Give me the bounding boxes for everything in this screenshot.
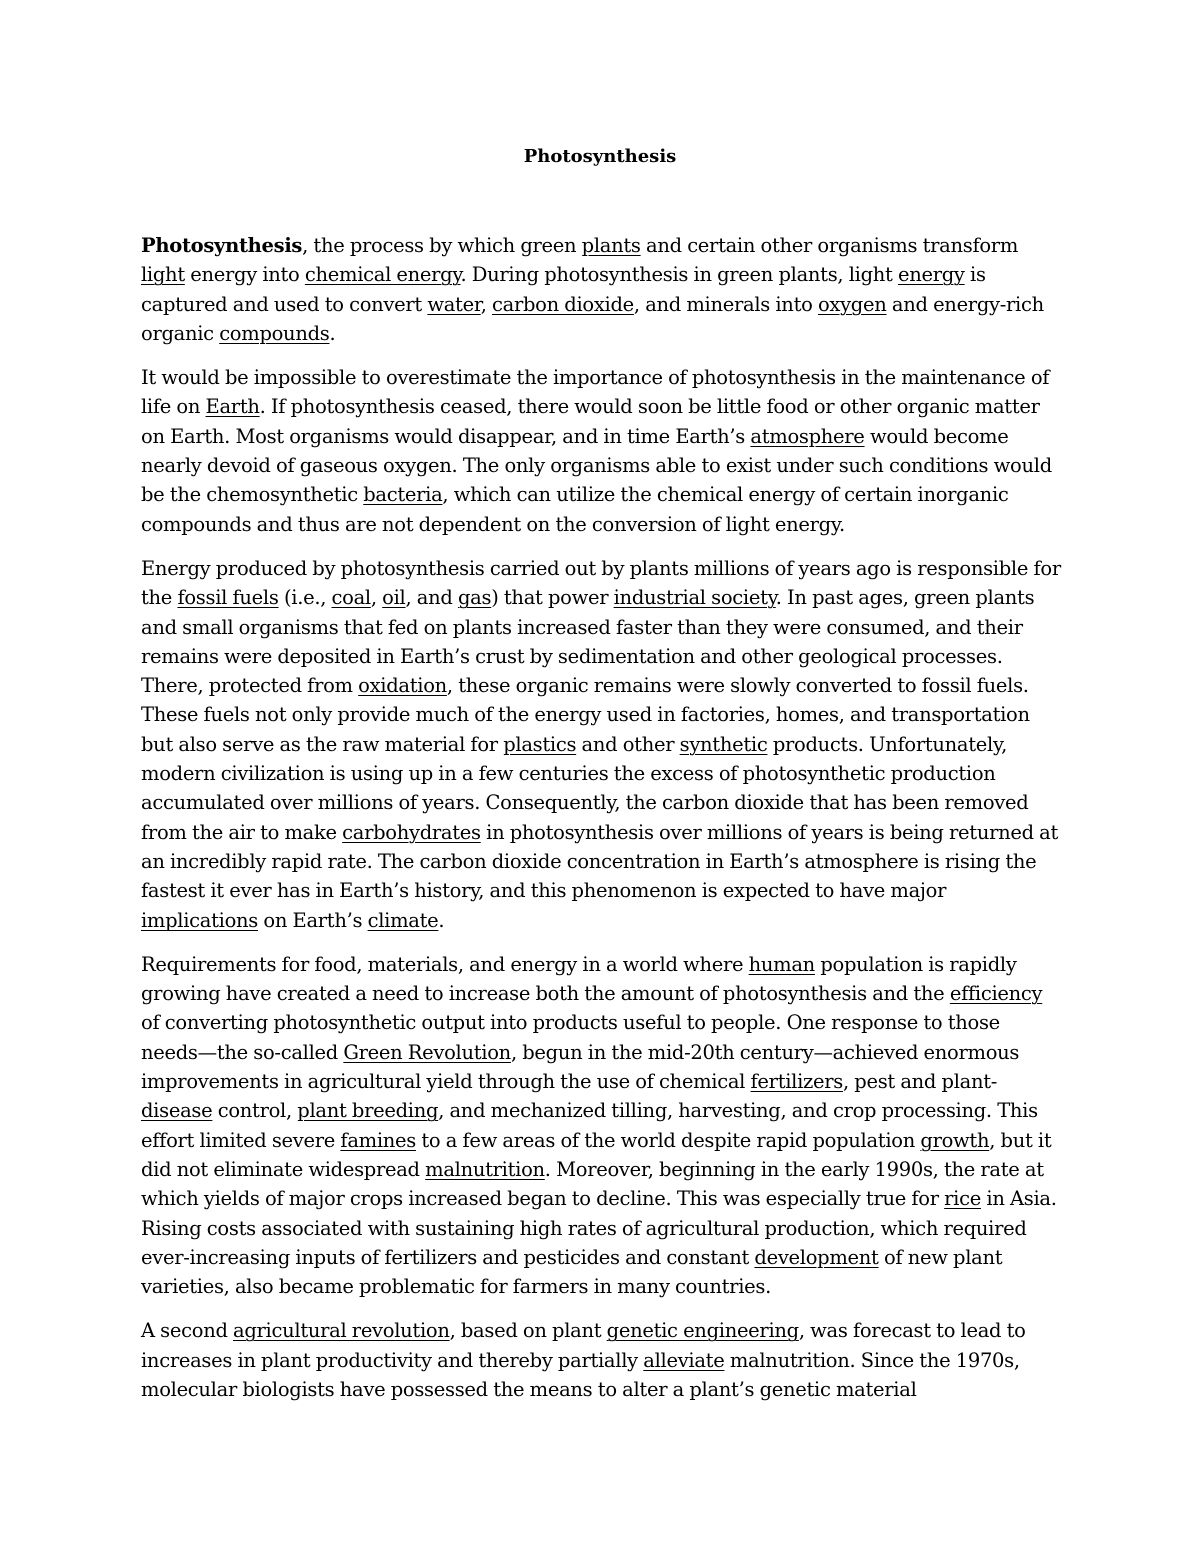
text-run: malnutrition. Since the 1970s, molecular biologists have possessed the means to alter a plant’s genetic material (141, 1348, 1020, 1401)
hyperlink[interactable]: compounds (219, 321, 330, 345)
paragraph (141, 950, 1061, 1302)
text-run: , but it did not eliminate widespread (141, 1128, 1052, 1181)
lead-term: Photosynthesis (141, 234, 303, 257)
text-run: and certain other organisms transform (640, 234, 1019, 257)
hyperlink[interactable]: oxygen (817, 292, 887, 316)
text-run: , these organic remains were slowly converted to fossil fuels. These fuels not only provide much of the energy used in factories, homes, and transportation but also serve as the raw material for (141, 674, 1030, 756)
document-body (141, 231, 1061, 1419)
text-run: . Moreover, beginning in the early 1990s, the rate at which yields of major crops increased began to decline. This was especially true for (141, 1157, 1044, 1211)
text-run: (i.e., (278, 586, 332, 610)
hyperlink[interactable]: agricultural revolution (233, 1319, 450, 1343)
text-run: , based on plant (449, 1319, 607, 1343)
text-run: , and minerals into (633, 292, 818, 316)
hyperlink[interactable]: Green Revolution (343, 1040, 511, 1064)
text-run: . During photosynthesis in green plants, light (460, 263, 898, 287)
text-run: control, (212, 1099, 298, 1123)
hyperlink[interactable]: famines (340, 1128, 416, 1152)
text-run: Energy produced by photosynthesis carried out by plants millions of years ago is responsible for the (141, 556, 1061, 610)
hyperlink[interactable]: water (427, 292, 481, 316)
hyperlink[interactable]: industrial society (613, 586, 776, 610)
hyperlink[interactable]: development (754, 1245, 879, 1269)
text-run: on Earth’s (258, 908, 368, 932)
text-run: . (329, 321, 336, 345)
text-run: , and mechanized tilling, harvesting, and crop processing. This effort limited severe (141, 1099, 1038, 1152)
hyperlink[interactable]: synthetic (679, 732, 768, 756)
hyperlink[interactable]: implications (141, 908, 259, 932)
hyperlink[interactable]: light (141, 263, 185, 287)
text-run: would become nearly devoid of gaseous oxygen. The only organisms able to exist under such conditions would be the chemosynthetic (141, 424, 1052, 507)
text-run: It would be impossible to overestimate the importance of photosynthesis in the maintenance of life on (141, 366, 1050, 419)
hyperlink[interactable]: efficiency (949, 982, 1043, 1006)
text-run: , begun in the mid-20th century—achieved enormous improvements in agricultural yield through the use of chemical (141, 1040, 1020, 1094)
hyperlink[interactable]: rice (944, 1187, 981, 1211)
hyperlink[interactable]: chemical energy (304, 263, 461, 287)
paragraph (141, 1316, 1061, 1404)
hyperlink[interactable]: carbon dioxide (492, 292, 634, 316)
text-run: products. Unfortunately, modern civilization is using up in a few centuries the excess of photosynthetic production accumulated over millions of years. Consequently, the carbon dioxide that has been removed from the air to make (141, 732, 1029, 844)
hyperlink[interactable]: bacteria (363, 483, 443, 507)
text-run: , and (405, 586, 458, 610)
text-run: , pest and plant- (842, 1070, 998, 1094)
hyperlink[interactable]: coal (331, 586, 371, 610)
text-run: Requirements for food, materials, and energy in a world where (141, 952, 749, 976)
text-run: . If photosynthesis ceased, there would soon be little food or other organic matter on Earth. Most organisms would disappear, and in time Earth’s (141, 395, 1040, 448)
text-run: in Asia. Rising costs associated with sustaining high rates of agricultural production, which required ever-increasing inputs of fertilizers and pesticides and constant (141, 1187, 1057, 1269)
hyperlink[interactable]: plants (581, 234, 641, 257)
hyperlink[interactable]: plant breeding (297, 1099, 439, 1123)
hyperlink[interactable]: oil (382, 586, 406, 610)
hyperlink[interactable]: malnutrition (425, 1157, 545, 1181)
paragraph (141, 231, 1061, 348)
paragraph (141, 554, 1061, 935)
text-run: . (438, 908, 445, 932)
hyperlink[interactable]: alleviate (643, 1348, 725, 1372)
text-run: is captured and used to convert (141, 263, 986, 316)
hyperlink[interactable]: atmosphere (750, 424, 865, 448)
hyperlink[interactable]: energy (897, 263, 965, 287)
hyperlink[interactable]: Earth (205, 395, 260, 419)
text-run: ) that power (491, 586, 614, 610)
text-run: and other (576, 732, 680, 756)
text-run: A second (141, 1319, 234, 1343)
hyperlink[interactable]: climate (367, 908, 439, 932)
text-run: to a few areas of the world despite rapid population (415, 1128, 921, 1152)
hyperlink[interactable]: human (748, 952, 815, 976)
text-run: population is rapidly growing have created a need to increase both the amount of photosynthesis and the (141, 952, 1017, 1006)
text-run: , which can utilize the chemical energy of certain inorganic compounds and thus are not dependent on the conversion of light energy. (141, 483, 1009, 536)
hyperlink[interactable]: disease (141, 1099, 213, 1123)
hyperlink[interactable]: oxidation (358, 674, 447, 698)
text-run: of converting photosynthetic output into products useful to people. One response to those needs—the so-called (141, 1011, 1000, 1064)
text-run: , the process by which green (302, 234, 582, 257)
text-run: energy into (184, 263, 305, 287)
hyperlink[interactable]: growth (920, 1128, 990, 1152)
hyperlink[interactable]: carbohydrates (342, 820, 481, 844)
paragraph (141, 363, 1061, 539)
hyperlink[interactable]: genetic engineering (606, 1319, 799, 1343)
text-run: , (480, 292, 493, 316)
text-run: . In past ages, green plants and small organisms that fed on plants increased faster than they were consumed, and their remains were deposited in Earth’s crust by sedimentation and other geological processes. There, protected from (141, 586, 1035, 698)
hyperlink[interactable]: plastics (503, 732, 577, 756)
text-run: and energy-rich organic (141, 292, 1044, 345)
hyperlink[interactable]: fertilizers (750, 1070, 843, 1094)
text-run: of new plant varieties, also became problematic for farmers in many countries. (141, 1245, 1003, 1299)
page-title: Photosynthesis (523, 146, 677, 167)
text-run: , (370, 586, 383, 610)
text-run: in photosynthesis over millions of years is being returned at an incredibly rapid rate. The carbon dioxide concentration in Earth’s atmosphere is rising the fastest it ever has in Earth’s history, and this phenomenon is expected to have major (141, 820, 1059, 903)
text-run: , was forecast to lead to increases in plant productivity and thereby partially (141, 1319, 1026, 1372)
hyperlink[interactable]: gas (457, 586, 492, 610)
hyperlink[interactable]: fossil fuels (177, 586, 279, 610)
